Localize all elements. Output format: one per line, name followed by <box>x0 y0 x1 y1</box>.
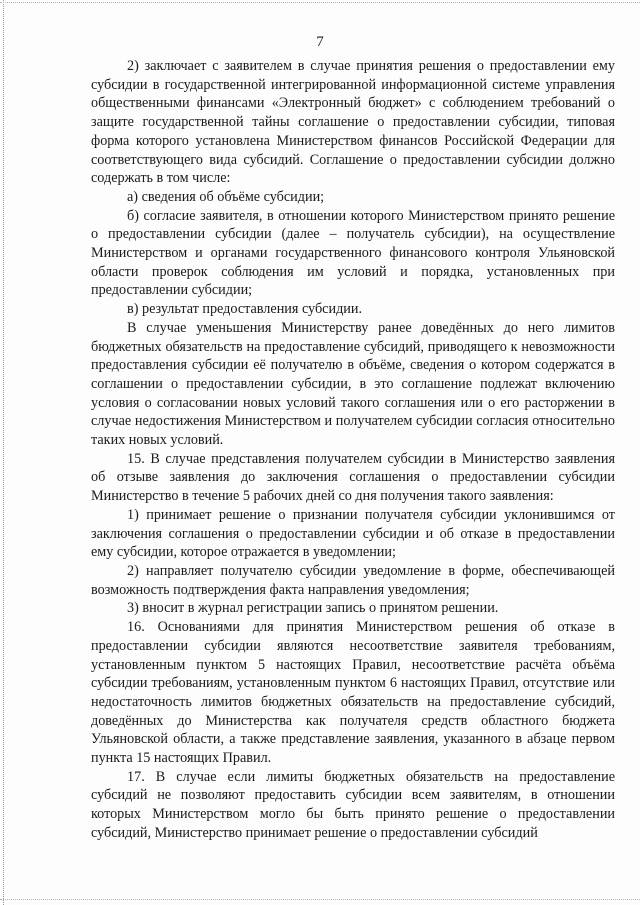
scan-bottom-edge <box>0 899 640 901</box>
page-number: 7 <box>316 34 324 50</box>
paragraph-item-16: 16. Основаниями для принятия Министерством решения об отказе в предоставлении субсидии являются несоответствие заявителя требованиям, установленным пунктом 5 настоящих Правил, несоответствие расчёта объёма субсидии требованиям, установленным пунктом 6 настоящих Правил, отсутствие или недостаточность лимитов бюджетных обязательств на предоставление субсидий, доведённых до Министерства как получателя средств областного бюджета Ульяновской области, а также представление заявления, указанного в абзаце первом пункта 15 настоящих Правил. <box>91 619 615 767</box>
paragraph-item-15-1: 1) принимает решение о признании получателя субсидии уклонившимся от заключения соглашения о предоставлении субсидии и об отказе в предоставлении ему субсидии, которое отражается в уведомлении; <box>91 506 615 561</box>
paragraph-subitem-v: в) результат предоставления субсидии. <box>127 301 363 318</box>
paragraph-item-17: 17. В случае если лимиты бюджетных обязательств на предоставление субсидий не позволяют предоставить субсидии всем заявителям, в отношении которых Министерством могло бы быть принято решение о предоставлении субсидий, Министерство принимает решение о предоставлении субсидий <box>91 768 615 841</box>
scan-left-edge <box>3 0 6 905</box>
paragraph-item-15: 15. В случае представления получателем субсидии в Министерство заявления об отзыве заявления до заключения соглашения о предоставлении субсидии Министерство в течение 5 рабочих дней со дня получения такого заявления: <box>91 450 615 505</box>
paragraph-item-15-3: 3) вносит в журнал регистрации запись о принятом решении. <box>127 600 499 617</box>
paragraph-subitem-a: а) сведения об объёме субсидии; <box>127 188 325 205</box>
paragraph-subitem-b: б) согласие заявителя, в отношении которого Министерством принято решение о предоставлении субсидии (далее – получатель субсидии), на осуществление Министерством и органами государственного финансового контроля Ульяновской области проверок соблюдения им условий и порядка, установленных при предоставлении субсидии; <box>91 207 615 299</box>
document-body <box>91 57 615 843</box>
scan-top-edge <box>0 2 640 4</box>
paragraph-item-15-2: 2) направляет получателю субсидии уведомление в форме, обеспечивающей возможность подтверждения факта направления уведомления; <box>91 562 615 598</box>
paragraph-limits-reduction: В случае уменьшения Министерству ранее доведённых до него лимитов бюджетных обязательств на предоставление субсидий, приводящего к невозможности предоставления субсидии её получателю в объёме, сведения о котором содержатся в соглашении о предоставлении субсидии, в это соглашение подлежат включению условия о согласовании новых условий такого соглашения или о его расторжении в случае недостижения Министерством и получателем субсидии согласия относительно таких новых условий. <box>91 319 615 449</box>
paragraph-clause-2: 2) заключает с заявителем в случае принятия решения о предоставлении ему субсидии в государственной интегрированной информационной системе управления общественными финансами «Электронный бюджет» с соблюдением требований о защите государственной тайны соглашение о предоставлении субсидии, типовая форма которого установлена Министерством финансов Российской Федерации для соответствующего вида субсидий. Соглашение о предоставлении субсидии должно содержать в том числе: <box>91 58 615 187</box>
